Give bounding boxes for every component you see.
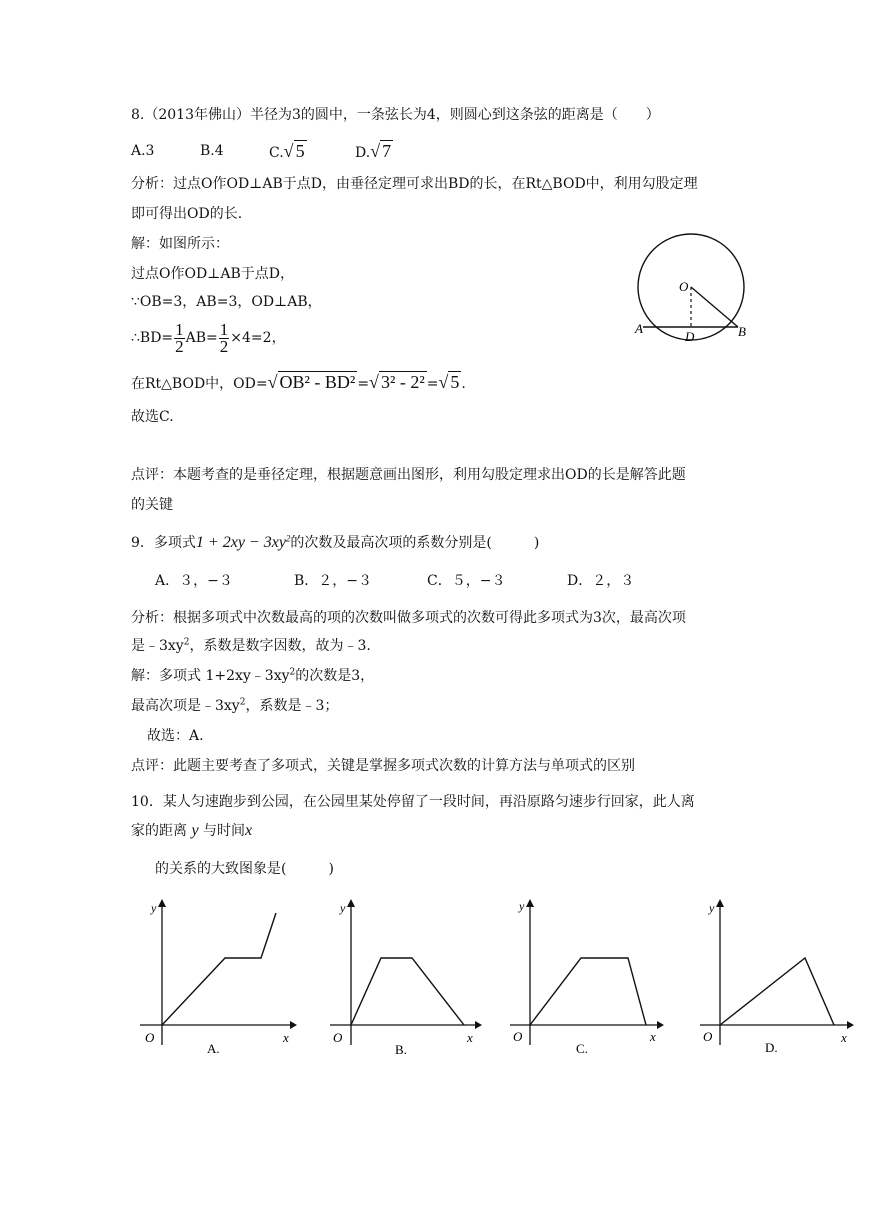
fraction-half: $\frac{1}{2}$ xyxy=(175,319,184,356)
graph-label-b: B. xyxy=(395,1042,407,1057)
fraction-half: $\frac{1}{2}$ xyxy=(219,319,229,356)
y-axis-label: y xyxy=(709,901,715,915)
graph-c xyxy=(505,895,670,1060)
q8-solution-line3: ∵OB=3，AB=3，OD⊥AB， xyxy=(131,294,322,310)
q8-option-d: D.√ 7 xyxy=(355,141,392,161)
q9-option-b: B．２，−３ xyxy=(294,573,373,589)
q10-stem-line2: 家的距离 y 与时间x xyxy=(131,822,253,839)
q8-solution-line5: 在Rt△BOD中，OD=√ OB² - BD² =√ 3² - 2² =√ 5 . xyxy=(131,372,466,392)
label-d: D xyxy=(685,329,695,344)
q9-option-c: C．５，−３ xyxy=(427,573,506,589)
y-axis-label: y xyxy=(519,899,525,913)
q8-analysis-line1: 分析：过点O作OD⊥AB于点D，由垂径定理可求出BD的长，在Rt△BOD中，利用勾股定理 xyxy=(131,176,698,192)
q8-solution-line4: ∴BD= $\frac{1}{2}$ AB= $\frac{1}{2}$ ×4=2， xyxy=(131,319,286,356)
q8-stem: 8.（2013年佛山）半径为3的圆中，一条弦长为4，则圆心到这条弦的距离是（ ） xyxy=(131,107,660,123)
q8-comment-line1: 点评：本题考查的是垂径定理，根据题意画出图形，利用勾股定理求出OD的长是解答此题 xyxy=(131,467,686,483)
q9-comment: 点评：此题主要考查了多项式，关键是掌握多项式次数的计算方法与单项式的区别 xyxy=(131,758,635,774)
q8-solution-line6: 故选C. xyxy=(131,409,174,425)
q8-solution-line1: 解：如图所示： xyxy=(131,236,229,252)
y-axis-label: y xyxy=(151,901,157,915)
q9-option-d: D．２，３ xyxy=(567,573,635,589)
q8-options xyxy=(131,142,451,164)
q9-solution-line3: 故选：A. xyxy=(147,728,204,744)
graph-label-d: D. xyxy=(765,1040,778,1055)
q10-stem-line1: 10．某人匀速跑步到公园，在公园里某处停留了一段时间，再沿原路匀速步行回家，此人离 xyxy=(131,794,695,810)
x-axis-label: x xyxy=(467,1030,473,1045)
q9-analysis-line1: 分析：根据多项式中次数最高的项的次数叫做多项式的次数可得此多项式为3次，最高次项 xyxy=(131,610,686,626)
q9-analysis-line2: 是$﹣3xy^2$，系数是数字因数，故为﹣3. xyxy=(131,637,371,654)
origin-label: O xyxy=(333,1030,343,1045)
graph-b xyxy=(325,895,490,1060)
origin-label: O xyxy=(513,1029,523,1044)
graph-a xyxy=(135,895,300,1060)
x-axis-label: x xyxy=(841,1030,847,1045)
graph-label-a: A. xyxy=(207,1041,220,1056)
q8-option-c: C.√ 5 xyxy=(269,141,305,161)
x-axis-label: x xyxy=(283,1030,289,1045)
q9-stem: 9．多项式$1 + 2xy - 3xy^2$的次数及最高次项的系数分别是( ) xyxy=(131,533,540,551)
x-axis-label: x xyxy=(650,1029,656,1044)
graph-d xyxy=(695,895,860,1060)
q8-analysis-line2: 即可得出OD的长. xyxy=(131,206,243,222)
q10-stem-line3: 的关系的大致图象是( ) xyxy=(155,861,334,877)
circle-figure xyxy=(630,232,750,350)
origin-label: O xyxy=(703,1029,713,1044)
label-b: B xyxy=(738,324,746,339)
q9-solution-line2: 最高次项是$﹣3xy^2$，系数是﹣3； xyxy=(131,697,339,714)
q8-option-b: B.4 xyxy=(200,143,224,159)
y-axis-label: y xyxy=(340,901,346,915)
q9-options xyxy=(155,572,635,592)
label-o: O xyxy=(679,279,689,294)
q8-solution-line2: 过点O作OD⊥AB于点D， xyxy=(131,266,294,282)
q8-option-a: A.3 xyxy=(131,143,155,159)
q9-solution-line1: 解：多项式 $1+2xy﹣3xy^2$的次数是3， xyxy=(131,667,375,684)
q9-option-a: A．３，−３ xyxy=(155,573,233,589)
graph-label-c: C. xyxy=(576,1041,588,1056)
label-a: A xyxy=(635,321,643,336)
origin-label: O xyxy=(145,1030,155,1045)
q8-comment-line2: 的关键 xyxy=(131,497,173,513)
